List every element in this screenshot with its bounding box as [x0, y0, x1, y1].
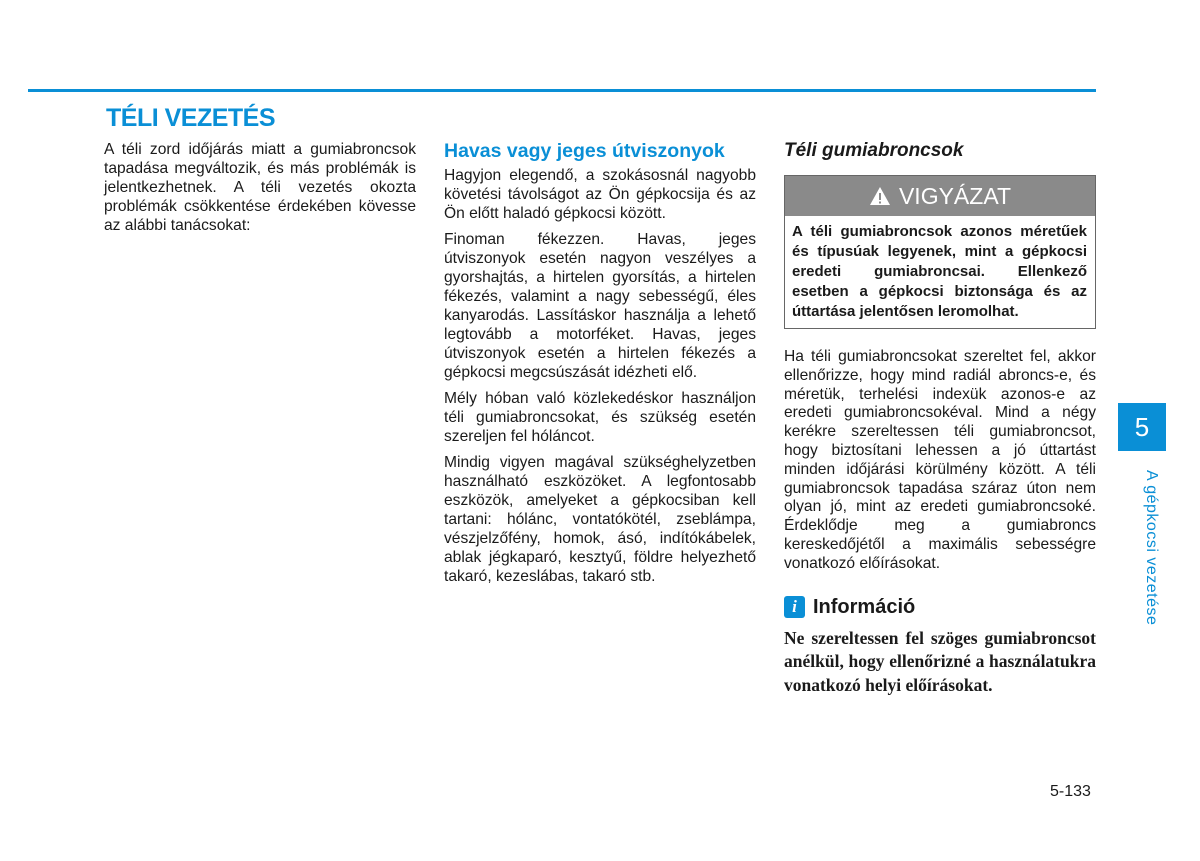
page-number: 5-133: [1050, 783, 1091, 800]
warning-triangle-icon: [869, 186, 891, 206]
warning-header: [785, 176, 1095, 216]
section-title: TÉLI VEZETÉS: [106, 104, 276, 132]
paragraph-braking: Finoman fékezzen. Havas, jeges útviszonyok esetén nagyon veszélyes a gyorshajtás, a hirtelen gyorsítás, a hirtelen fékezés, valamint a nagy sebességű, éles kanyarodás. Lassításkor használja a lehető legtovább a motorféket. Havas, jeges útviszonyok esetén a hirtelen fékezés a gépkocsi megcsúszását idézheti elő.: [444, 231, 756, 381]
paragraph-following-distance: Hagyjon elegendő, a szokásosnál nagyobb követési távolságot az Ön gépkocsija és az Ön előtt haladó gépkocsi között.: [444, 167, 756, 222]
top-rule: [28, 89, 1096, 92]
column-3: [784, 140, 1096, 697]
intro-paragraph: A téli zord időjárás miatt a gumiabroncsok tapadása megváltozik, és más problémák is jelentkezhetnek. A téli vezetés okozta problémák csökkentése érdekében kövesse az alábbi tanácsokat:: [104, 141, 416, 234]
info-body: Ne szereltessen fel szöges gumiabroncsot anélkül, hogy ellenőrizné a használatukra vonatkozó helyi előírásokat.: [784, 627, 1096, 695]
info-icon: i: [784, 596, 805, 618]
chapter-side-label: A gépkocsi vezetése: [1143, 470, 1160, 626]
warning-box: [784, 175, 1096, 329]
snow-ice-heading: Havas vagy jeges útviszonyok: [444, 140, 725, 162]
info-title: Információ: [813, 595, 916, 618]
paragraph-emergency-kit: Mindig vigyen magával szükséghelyzetben használható eszközöket. A legfontosabb eszközök, amelyeket a gépkocsiban kell tartani: hólánc, vontatókötél, zseblámpa, vészjelzőfény, homok, ásó, indítókábelek, ablak jégkaparó, kesztyű, földre helyezhető takaró, kezeslábas, takaró stb.: [444, 454, 756, 585]
warning-label: VIGYÁZAT: [898, 182, 1012, 209]
paragraph-deep-snow: Mély hóban való közlekedéskor használjon téli gumiabroncsokat, és szükség esetén szereljen fel hóláncot.: [444, 390, 756, 445]
warning-body: A téli gumiabroncsok azonos méretűek és típusúak legyenek, mint a gépkocsi eredeti gumiabroncsai. Ellenkező esetben a gépkocsi biztonsága és az úttartása jelentősen leromolhat.: [792, 223, 1087, 320]
column-2: [444, 140, 756, 593]
winter-tires-paragraph: Ha téli gumiabroncsokat szereltet fel, akkor ellenőrizze, hogy mind radiál abroncs-e, és méretük, terhelési indexük azonos-e az eredeti gumiabroncsokéval. Mind a négy kerékre szereltessen téli gumiabroncsot, hogy biztosítani lehessen a jó úttartást minden időjárási körülmény között. A téli gumiabroncsok tapadása száraz úton nem olyan jó, mint az eredeti gumiabroncsoké. Érdeklődje meg a gumiabroncs kereskedőjétől a maximális sebességre vonatkozó előírásokat.: [784, 348, 1096, 572]
info-heading: [784, 596, 1096, 619]
chapter-number-tab: 5: [1118, 403, 1166, 451]
column-1: [104, 140, 416, 243]
winter-tires-heading: Téli gumiabroncsok: [784, 140, 964, 161]
